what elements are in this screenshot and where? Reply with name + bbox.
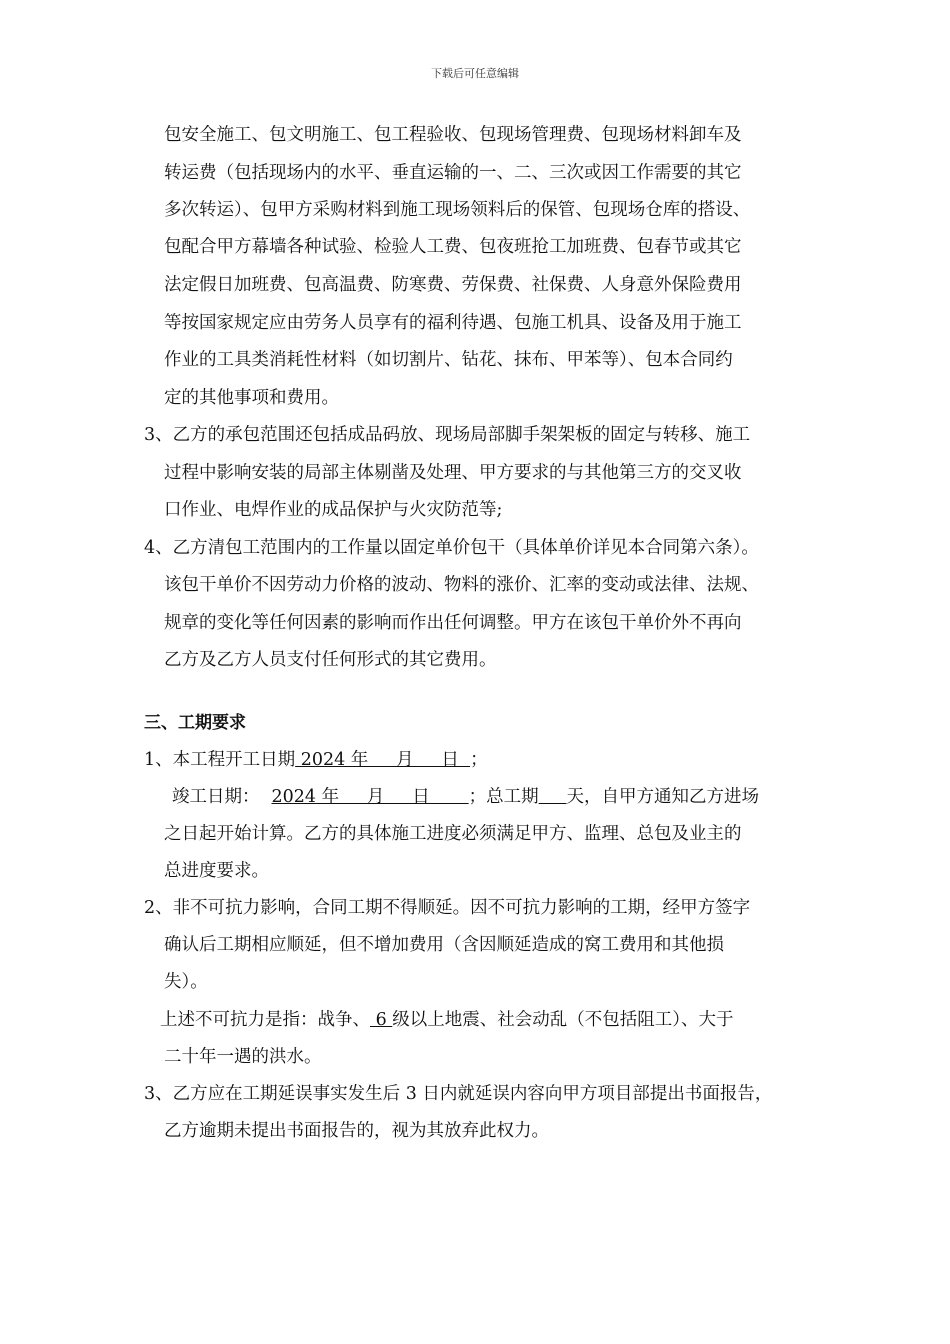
- start-date-label: 1、本工程开工日期: [144, 750, 296, 770]
- paragraph-line: 失）。: [164, 972, 208, 992]
- paragraph-line: 乙方及乙方人员支付任何形式的其它费用。: [164, 650, 497, 670]
- list-item-2: 2、非不可抗力影响，合同工期不得顺延。因不可抗力影响的工期，经甲方签字: [144, 898, 751, 918]
- page-header: 下载后可任意编辑: [431, 67, 519, 80]
- force-majeure-text: 级以上地震、社会动乱（不包括阻工）、大于: [392, 1010, 734, 1030]
- paragraph-line: 乙方逾期未提出书面报告的，视为其放弃此权力。: [164, 1121, 549, 1141]
- paragraph-line: 之日起开始计算。乙方的具体施工进度必须满足甲方、监理、总包及业主的: [164, 824, 742, 844]
- paragraph-line: 转运费（包括现场内的水平、垂直运输的一、二、三次或因工作需要的其它: [164, 163, 742, 183]
- paragraph-line: 等按国家规定应由劳务人员享有的福利待遇、包施工机具、设备及用于施工: [164, 313, 742, 333]
- punctuation: ；: [470, 750, 488, 770]
- paragraph-line: 法定假日加班费、包高温费、防寒费、劳保费、社保费、人身意外保险费用: [164, 275, 742, 295]
- list-item-3b: 3、乙方应在工期延误事实发生后 3 日内就延误内容向甲方项目部提出书面报告，: [144, 1084, 773, 1104]
- completion-date-field: 2024 年 月 日: [271, 787, 469, 807]
- paragraph-line: 包配合甲方幕墙各种试验、检验人工费、包夜班抢工加班费、包春节或其它: [164, 237, 742, 257]
- section-heading: 三、工期要求: [144, 713, 246, 733]
- list-item-1: [144, 748, 488, 772]
- total-duration-label: ；总工期: [468, 787, 539, 807]
- force-majeure-label: 上述不可抗力是指：战争、: [160, 1010, 370, 1030]
- duration-suffix: 天，自甲方通知乙方进场: [566, 787, 759, 807]
- paragraph-line: 过程中影响安装的局部主体剔凿及处理、甲方要求的与其他第三方的交叉收: [164, 463, 742, 483]
- earthquake-level-field: 6: [370, 1010, 393, 1030]
- paragraph-line: 口作业、电焊作业的成品保护与火灾防范等;: [164, 500, 503, 520]
- start-date-field: 2024 年 月 日: [295, 750, 471, 770]
- paragraph-line: 总进度要求。: [164, 861, 269, 881]
- paragraph-line: 该包干单价不因劳动力价格的波动、物料的涨价、汇率的变动或法律、法规、: [164, 575, 759, 595]
- paragraph-line: 作业的工具类消耗性材料（如切割片、钻花、抹布、甲苯等）、包本合同约: [164, 350, 733, 370]
- completion-date-label: 竣工日期：: [172, 787, 260, 807]
- total-duration-field: [539, 787, 567, 807]
- paragraph-line: 多次转运）、包甲方采购材料到施工现场领料后的保管、包现场仓库的搭设、: [164, 200, 751, 220]
- paragraph-line: 二十年一遇的洪水。: [164, 1047, 322, 1067]
- paragraph-line: 规章的变化等任何因素的影响而作出任何调整。甲方在该包干单价外不再向: [164, 613, 742, 633]
- list-item-3: 3、乙方的承包范围还包括成品码放、现场局部脚手架架板的固定与转移、施工: [144, 425, 751, 445]
- force-majeure-line: [160, 1008, 734, 1032]
- paragraph-line: 包安全施工、包文明施工、包工程验收、包现场管理费、包现场材料卸车及: [164, 125, 742, 145]
- paragraph-line: 确认后工期相应顺延，但不增加费用（含因顺延造成的窝工费用和其他损: [164, 935, 724, 955]
- completion-date-line: [172, 785, 759, 809]
- paragraph-line: 定的其他事项和费用。: [164, 388, 339, 408]
- list-item-4: 4、乙方清包工范围内的工作量以固定单价包干（具体单价详见本合同第六条）。: [144, 538, 759, 558]
